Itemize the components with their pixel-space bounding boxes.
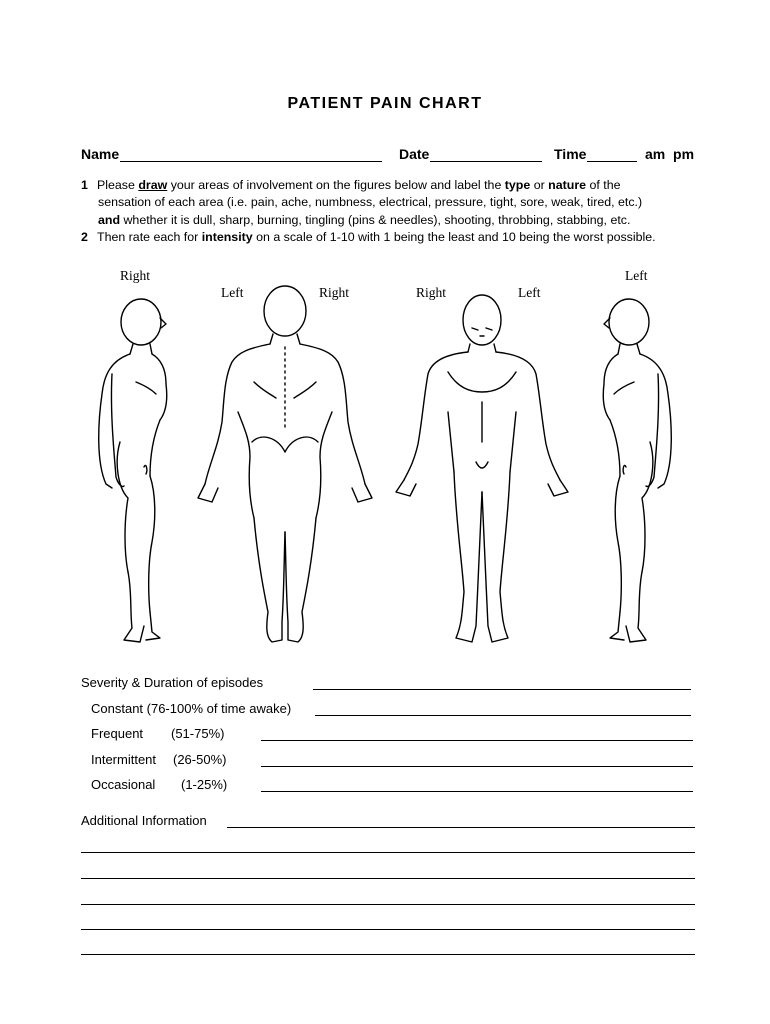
body-figures[interactable] (0, 262, 770, 672)
occasional-range: (1-25%) (181, 777, 228, 792)
additional-info-blank-5[interactable] (81, 929, 695, 930)
name-blank[interactable] (120, 147, 382, 162)
intermittent-label: Intermittent (91, 752, 157, 767)
time-field[interactable] (554, 146, 637, 162)
instruction-1-line-2: sensation of each area (i.e. pain, ache, numbness, electrical, pressure, tight, sore, weak, tired, etc.) (98, 195, 643, 210)
body-figure-back[interactable] (198, 286, 372, 642)
occasional-blank[interactable] (261, 791, 693, 792)
body-figure-side-left[interactable] (603, 299, 671, 642)
name-label: Name (81, 146, 120, 162)
constant-row[interactable] (81, 701, 696, 721)
date-blank[interactable] (430, 147, 542, 162)
am-pm-label: am pm (645, 146, 695, 162)
front-left-label: Left (518, 285, 541, 300)
intermittent-row[interactable] (81, 752, 696, 772)
patient-info-row (81, 146, 701, 166)
type-emphasis: type (504, 178, 531, 192)
additional-info-label: Additional Information (81, 813, 207, 828)
severity-heading-row[interactable] (81, 675, 696, 695)
frequent-blank[interactable] (261, 740, 693, 741)
additional-info-blank-3[interactable] (81, 878, 695, 879)
instructions (81, 177, 701, 247)
body-figure-side-right[interactable] (99, 299, 167, 642)
and-emphasis: and (98, 212, 121, 227)
frequent-label: Frequent (91, 726, 144, 741)
body-figure-front[interactable] (396, 295, 568, 642)
intensity-emphasis: intensity (201, 230, 253, 245)
intermittent-range: (26-50%) (173, 752, 227, 767)
date-label: Date (399, 146, 430, 162)
frequent-range: (51-75%) (171, 726, 225, 741)
time-blank[interactable] (587, 147, 637, 162)
nature-emphasis: nature (548, 178, 587, 192)
additional-info-blank-6[interactable] (81, 954, 695, 955)
severity-heading: Severity & Duration of episodes (81, 675, 264, 690)
intermittent-blank[interactable] (261, 766, 693, 767)
constant-blank[interactable] (315, 715, 691, 716)
severity-blank[interactable] (313, 689, 691, 690)
occasional-row[interactable] (81, 777, 696, 797)
page-title: PATIENT PAIN CHART (287, 95, 483, 112)
front-right-label: Right (416, 285, 447, 300)
side-left-label: Left (625, 268, 648, 283)
time-label: Time (554, 146, 587, 162)
additional-info-blank-2[interactable] (81, 852, 695, 853)
instruction-1: 1 Please draw your areas of involvement on the figures below and label the type or nature of the (81, 178, 621, 192)
name-field[interactable] (81, 146, 382, 162)
back-left-label: Left (221, 285, 244, 300)
frequent-row[interactable] (81, 726, 696, 746)
constant-label: Constant (76-100% of time awake) (91, 701, 292, 716)
back-right-label: Right (319, 285, 350, 300)
instruction-2: 2 Then rate each for intensity on a scale of 1-10 with 1 being the least and 10 being the worst possible. (81, 230, 656, 245)
additional-info-row[interactable] (81, 813, 696, 833)
instruction-1-line-3: and whether it is dull, sharp, burning, tingling (pins & needles), shooting, throbbing, stabbing, etc. (98, 212, 631, 227)
draw-emphasis: draw (138, 178, 168, 192)
am-pm-option[interactable] (645, 146, 694, 162)
additional-info-blank-1[interactable] (227, 827, 695, 828)
date-field[interactable] (399, 146, 542, 162)
occasional-label: Occasional (91, 777, 156, 792)
side-right-label: Right (120, 268, 151, 283)
additional-info-blank-4[interactable] (81, 904, 695, 905)
